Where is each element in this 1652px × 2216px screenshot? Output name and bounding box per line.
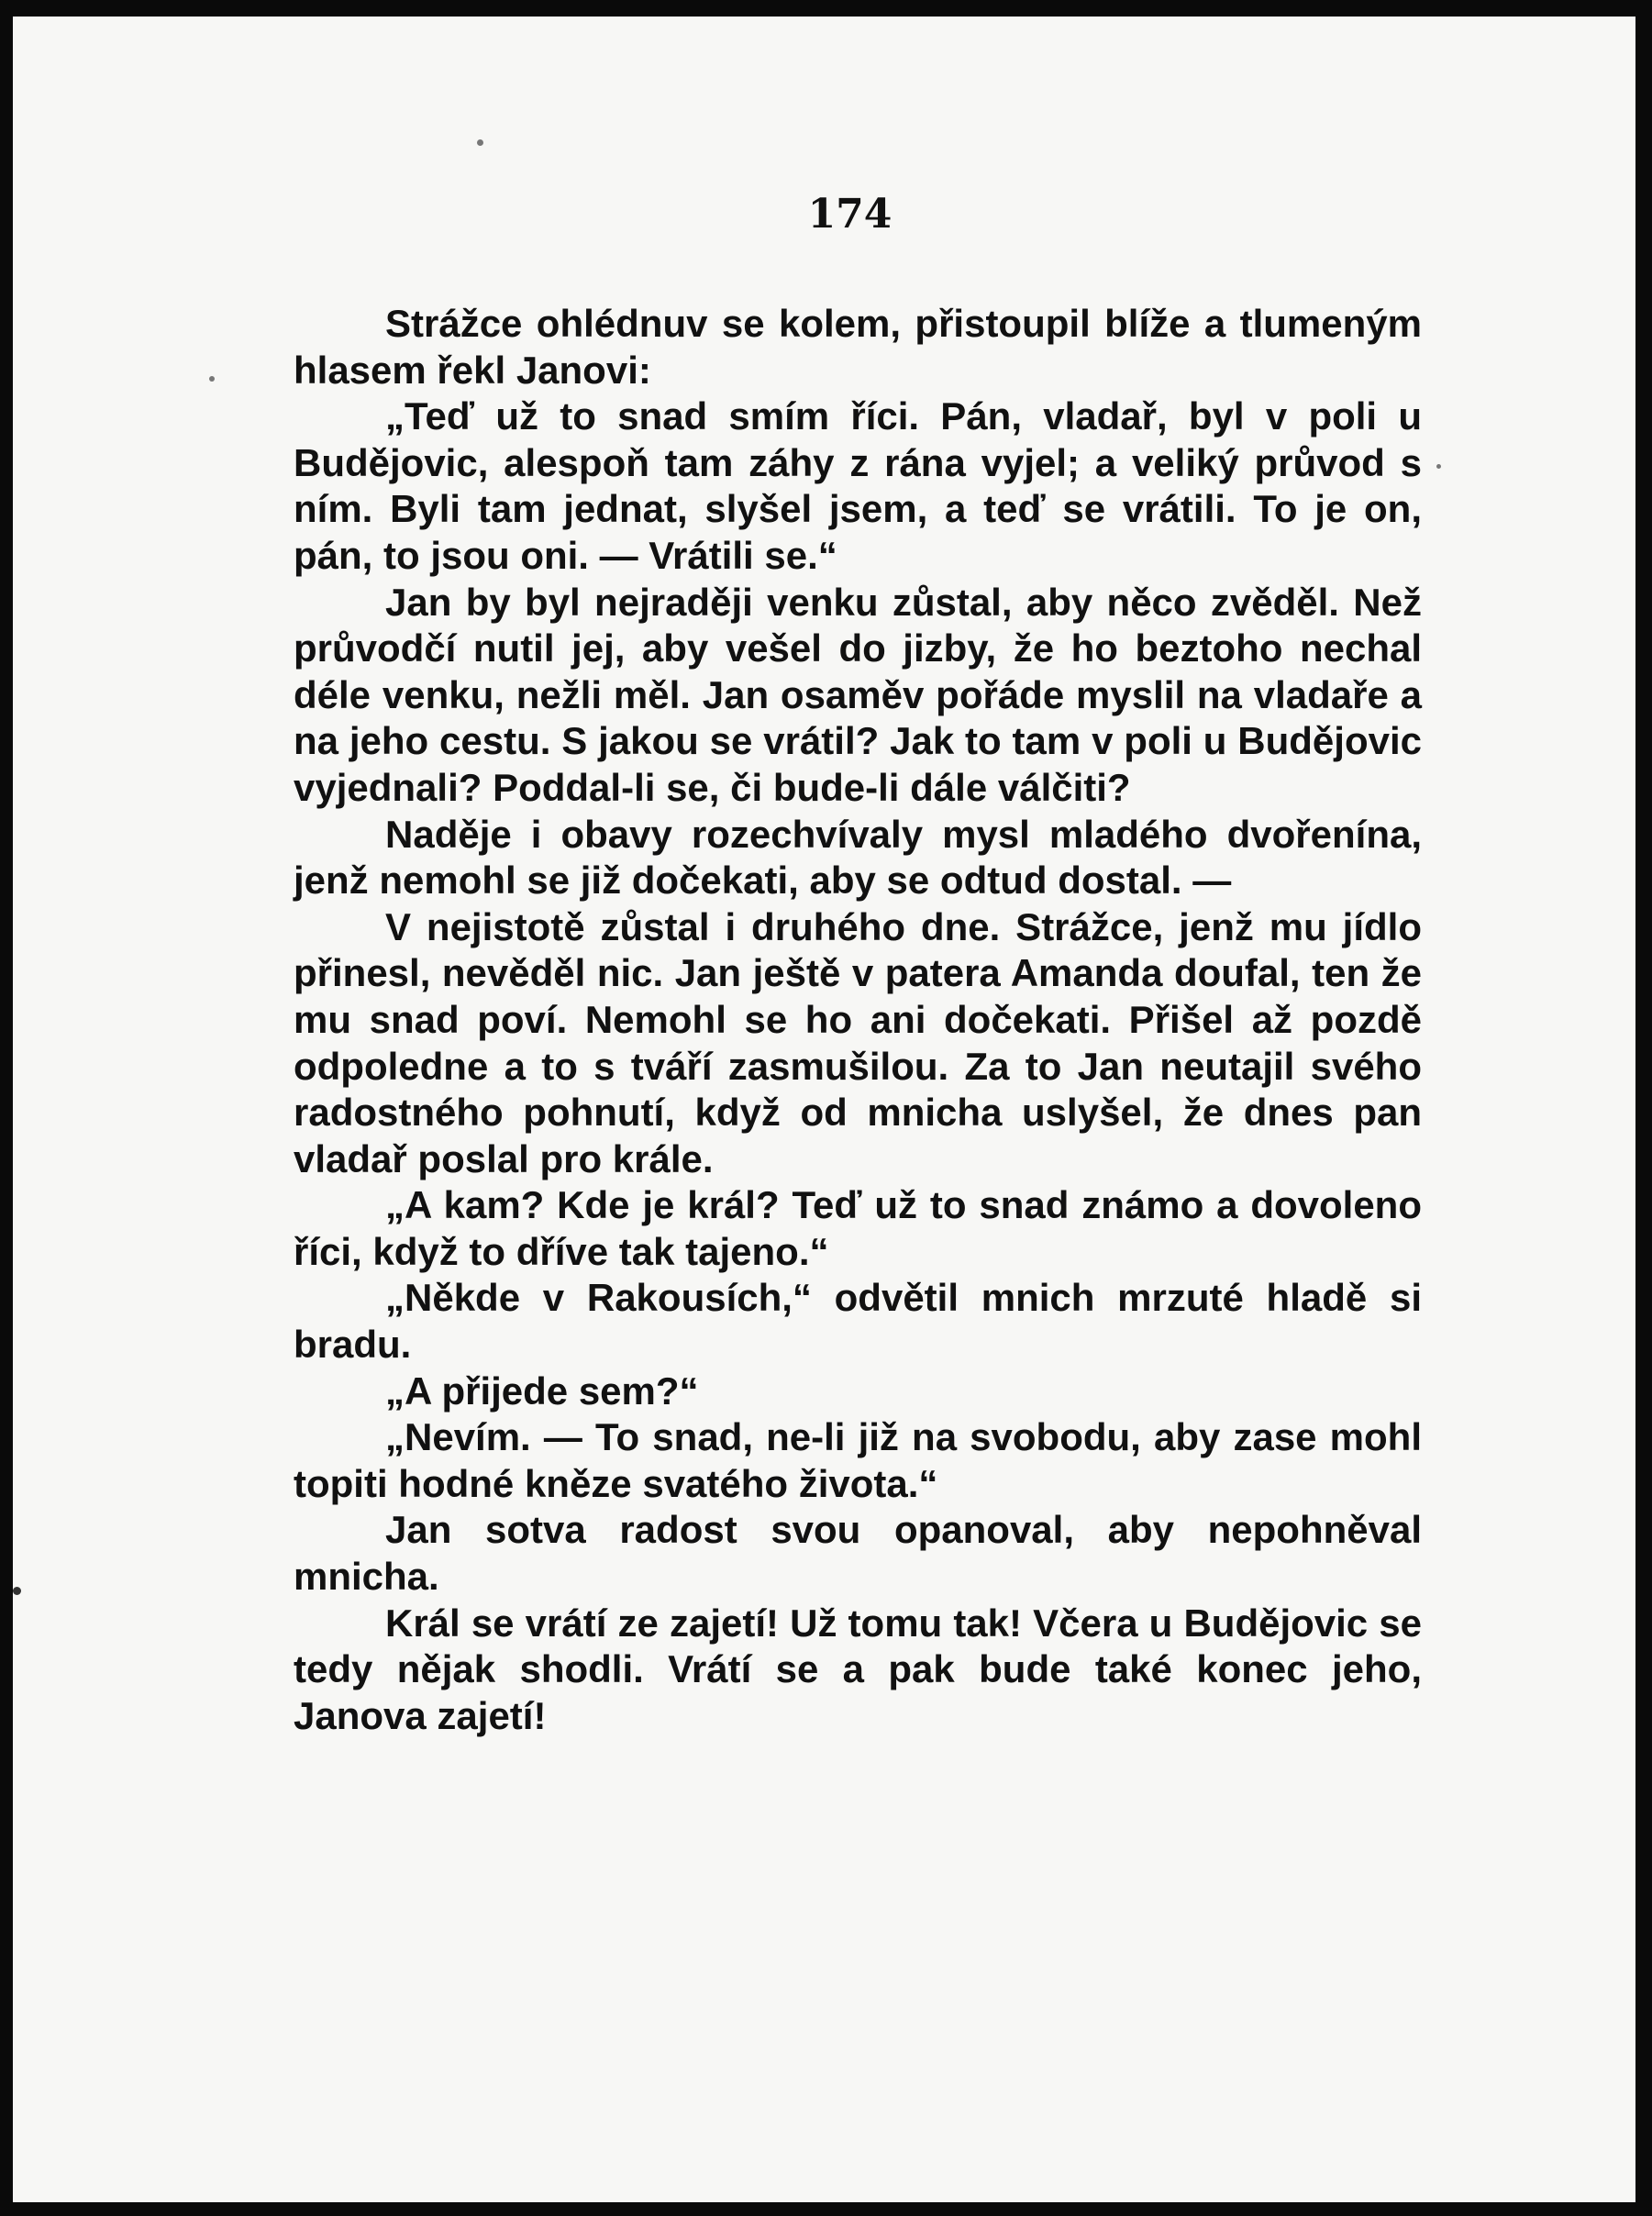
paragraph: „A kam? Kde je král? Teď už to snad známo a dovoleno říci, když to dříve tak tajeno.“ [294, 1183, 1422, 1273]
print-speck [209, 376, 215, 382]
paragraph: „Nevím. — To snad, ne-li již na svobodu, aby zase mohl topiti hodné kněze svatého života.“ [294, 1415, 1422, 1505]
print-speck [477, 139, 483, 146]
paragraph: Naděje i obavy rozechvívaly mysl mladého dvořenína, jenž nemohl se již dočekati, aby se odtud dostal. — [294, 812, 1422, 903]
book-page [13, 17, 1635, 2202]
paragraph: Strážce ohlédnuv se kolem, přistoupil blíže a tlumeným hlasem řekl Janovi: [294, 302, 1422, 392]
paragraph: „Někde v Rakousích,“ odvětil mnich mrzuté hladě si bradu. [294, 1276, 1422, 1367]
body-text [294, 301, 1422, 1739]
paragraph: „Teď už to snad smím říci. Pán, vladař, byl v poli u Budějovic, alespoň tam záhy z rána vyjel; a veliký průvod s ním. Byli tam jednat, slyšel jsem, a teď se vrátili. To je on, pán, to jsou oni. — Vrátili se.“ [294, 394, 1422, 577]
paragraph: V nejistotě zůstal i druhého dne. Strážce, jenž mu jídlo přinesl, nevěděl nic. Jan ještě v patera Amanda doufal, ten že mu snad poví. Nemohl se ho ani dočekati. Přišel až pozdě odpoledne a to s tváří zasmušilou. Za to Jan neutajil svého radostného pohnutí, když od mnicha uslyšel, že dnes pan vladař poslal pro krále. [294, 904, 1422, 1180]
print-speck [13, 1587, 21, 1595]
page-number: 174 [807, 191, 893, 238]
paragraph: Král se vrátí ze zajetí! Už tomu tak! Včera u Budějovic se tedy nějak shodli. Vrátí se a pak bude také konec jeho, Janova zajetí! [294, 1601, 1422, 1737]
paragraph: „A přijede sem?“ [385, 1368, 699, 1413]
paragraph: Jan sotva radost svou opanoval, aby nepohněval mnicha. [294, 1508, 1422, 1599]
print-speck [1436, 464, 1441, 469]
paragraph: Jan by byl nejraději venku zůstal, aby něco zvěděl. Než průvodčí nutil jej, aby vešel do jizby, že ho beztoho nechal déle venku, nežli měl. Jan osaměv pořáde myslil na vladaře a na jeho cestu. S jakou se vrátil? Jak to tam v poli u Budějovic vyjednali? Poddal-li se, či bude-li dále válčiti? [294, 580, 1422, 809]
